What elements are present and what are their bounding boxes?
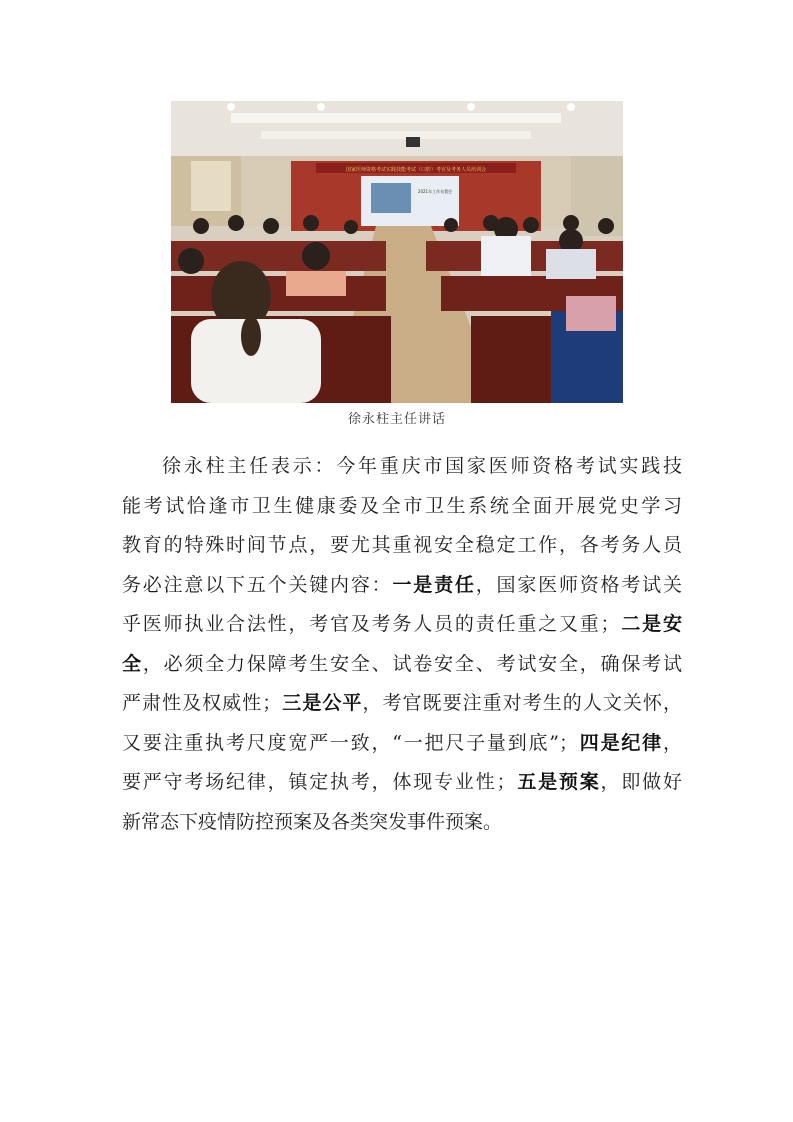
paragraph-line xyxy=(122,763,682,803)
meeting-room-illustration xyxy=(171,101,623,403)
text-segment: ，考官既要注重对考生的人文关怀， xyxy=(362,692,682,714)
meeting-photo xyxy=(171,101,623,403)
article-body xyxy=(122,447,682,842)
paragraph-line xyxy=(122,645,682,685)
paragraph-line xyxy=(122,566,682,606)
paragraph-line xyxy=(122,605,682,645)
text-segment: 务必注意以下五个关键内容： xyxy=(122,573,393,596)
paragraph-line: 教育的特殊时间节点，要尤其重视安全稳定工作，各考务人员 xyxy=(122,534,682,556)
screen-text: 2021年工作布置会 xyxy=(417,189,453,194)
paragraph-line: 新常态下疫情防控预案及各类突发事件预案。 xyxy=(122,810,503,833)
text-segment: ，必须全力保障考生安全、试卷安全、考试安全，确保考试 xyxy=(142,652,682,675)
text-segment: 严肃性及权威性； xyxy=(122,692,282,714)
key-point-fairness: 三是公平 xyxy=(281,692,363,714)
photo-caption: 徐永柱主任讲话 xyxy=(347,412,446,427)
paragraph-line xyxy=(122,684,682,724)
text-segment: ，即做好 xyxy=(600,771,682,793)
key-point-responsibility: 一是责任 xyxy=(392,573,476,596)
key-point-safety: 二是安 xyxy=(619,613,682,635)
paragraph-line: 能考试恰逢市卫生健康委及全市卫生系统全面开展党史学习 xyxy=(122,494,682,517)
key-point-contingency: 五是预案 xyxy=(515,771,601,793)
paragraph-line: 徐永柱主任表示：今年重庆市国家医师资格考试实践技 xyxy=(162,455,682,477)
key-point-safety-cont: 全 xyxy=(122,652,143,675)
key-point-discipline: 四是纪律 xyxy=(578,731,663,754)
text-segment: 乎医师执业合法性，考官及考务人员的责任重之又重； xyxy=(122,613,620,635)
paragraph-line xyxy=(122,724,682,764)
banner-text: 国家医师资格考试实践技能考试（口腔）考官及考务人员培训会 xyxy=(345,167,487,173)
text-segment: ，国家医师资格考试关 xyxy=(475,573,682,596)
text-segment: 又要注重执考尺度宽严一致，“一把尺子量到底”； xyxy=(122,731,579,754)
text-segment: ， xyxy=(662,731,682,754)
text-segment: 要严守考场纪律，镇定执考，体现专业性； xyxy=(122,771,516,793)
